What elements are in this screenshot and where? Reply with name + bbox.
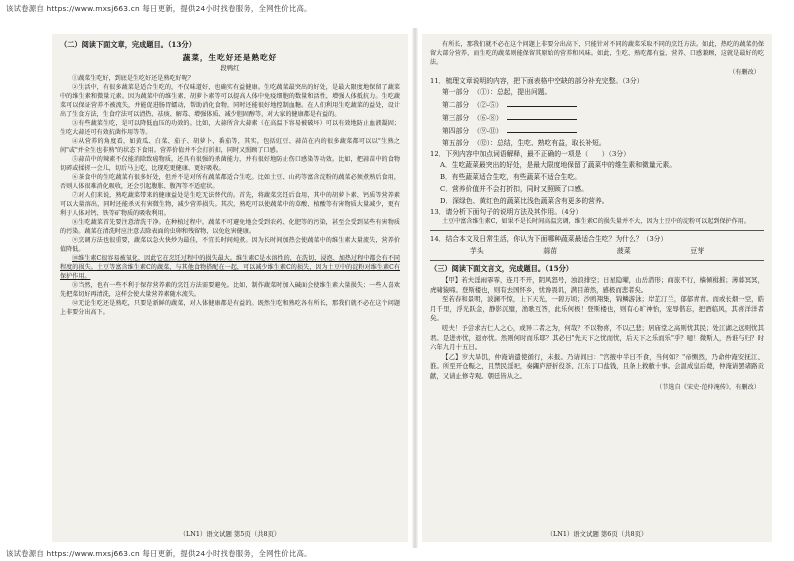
divider	[430, 230, 764, 231]
paragraph: ⑪当然，也有一些不利于保存营养素的烹饪方法需要避免。比如，制作蔬菜时加入碱面会使维生素大量损失；一些人喜欢先把菜切好再清洗，这样会使大量营养素随水流失。	[60, 282, 400, 298]
classical-a-paragraph: 【甲】若夫淫雨霏霏，连月不开，阴风怒号，浊浪排空；日星隐曜，山岳潜形；商旅不行，樯倾楫摧；薄暮冥冥，虎啸猿啼。登斯楼也，则有去国怀乡，忧谗畏讥，满目萧然，感极而悲者矣。	[430, 276, 764, 294]
q11-row	[442, 98, 764, 111]
answer-blank[interactable]	[507, 111, 577, 120]
classical-source: （节选自《宋史·范仲淹传》，有删改）	[655, 383, 760, 391]
paragraph: ⑨烹调方法也很重要，蔬菜以急火快炒为最佳，不宜长时间炖煮。因为长时间加热会使蔬菜中的维生素大量流失，营养价值降低。	[60, 237, 400, 253]
q12-option-a: A．生吃蔬菜最突出的好处，是最大限度地保留了蔬菜中的维生素和微量元素。	[440, 161, 677, 169]
classical-a-paragraph: 至若春和景明，波澜不惊，上下天光，一碧万顷；沙鸥翔集，锦鳞游泳；岸芷汀兰，郁郁青青。而或长烟一空，皓月千里，浮光跃金，静影沉璧，渔歌互答，此乐何极！登斯楼也，则有心旷神怡，宠辱偕忘，把酒临风，其喜洋洋者矣。	[430, 295, 764, 323]
question-12: 12．下列内容中加点词语解释，最不正确的一项是（ ）（3分）	[430, 150, 630, 158]
q11-row-range: （⑫）：总结，生吃、熟吃有益，取长补短。	[473, 139, 606, 147]
q11-row-range: （②-⑤）	[473, 101, 503, 109]
q11-row-range: （①）：总起，提出问题。	[473, 88, 552, 96]
q11-row	[442, 137, 764, 149]
paragraph: ⑦对人们来说，熟吃蔬菜带来的健康益处是生吃无法替代的。首先，将蔬菜烹饪后食用，其中的胡萝卜素、钙质等营养素可以大量溶出，同时还能杀灭有害微生物，减少营养损失。其次，熟吃可以使蔬菜中的草酸、植酸等有害物质大量减少，更有利于人体对钙、铁等矿物质的吸收利用。	[60, 192, 400, 217]
watermark-top: 该试卷源自 https://www.mxsj663.cn 每日更新，提供24小时找卷服务，全网性价比高。	[6, 4, 312, 13]
paragraph: ⑥茶食中的生吃蔬菜有很多好处，但并不是对所有蔬菜都适合生吃。比如土豆、山药等富含淀粉的蔬菜必须煮熟后食用，否则人体很难消化吸收，还会引起腹胀、腹泻等不适症状。	[60, 174, 400, 190]
q11-row	[442, 124, 764, 137]
q12-option-b: B．有些蔬菜适合生吃，有些蔬菜不适合生吃。	[440, 173, 581, 181]
page-footer-left: （LN1）语文试题 第5页（共8页）	[179, 530, 281, 538]
page-fold	[412, 28, 418, 548]
classical-b-paragraph: 【乙】岁大旱饥，仲淹请遣使循行，未报。乃请间曰："宫掖中半日不食，当何如？"帝恻然，乃命仲淹安抚江、淮。所至开仓赈之，且禁民淫祀，奏蠲庐舒折役茶、江东丁口盐钱，且条上救敝十事。会温成皇后薨，仲淹请罢诸路贡献，又请止修寺观。朝廷皆从之。	[430, 352, 764, 380]
q14-option: 菠菜	[616, 247, 631, 255]
paragraph: ⑧生吃蔬菜首先要注意清洗干净。在种植过程中，蔬菜不可避免地会受到农药、化肥等的污染，甚至会受到某些有害物质的污染。蔬菜在清洗时应注意去除表面的虫卵和残留物，以免危害健康。	[60, 219, 400, 235]
q11-row-label: 第四部分	[442, 127, 470, 135]
paragraph: ①蔬菜生吃好，到底是生吃好还是熟吃好呢？	[72, 75, 194, 82]
question-11: 11．梳理文章说明的内容，把下面表格中空缺的部分补充完整。（3分）	[430, 77, 644, 85]
q13-quote: 土豆中富含维生素C，如果不是长时间高温烹调，维生素C的损失量并不大，因为土豆中的淀粉可以起到保护作用。	[442, 218, 750, 225]
article-title: 蔬菜，生吃好还是熟吃好	[182, 53, 278, 62]
q14-options	[440, 246, 734, 256]
q14-option: 蒜苗	[543, 247, 558, 255]
divider	[430, 260, 764, 261]
paragraph: ⑫无论生吃还是熟吃，只要是新鲜的蔬菜，对人体健康都是有益的。既然生吃和熟吃各有所长，那我们就不必在这个问题上非要分出高下。	[60, 300, 400, 316]
continued-paragraph: 有所长，那我们就不必在这个问题上非要分出高下，只能针对不同的蔬菜采取不同的烹饪方法。如此，热吃的蔬菜仍保留大部分营养，而生吃的蔬菜则能保留其原始的营养和风味。如此，生吃、熟吃都有益，营养、口感兼顾，这就是最好的吃法。	[430, 41, 764, 66]
page-footer-right: （LN1）语文试题 第6页（共8页）	[546, 530, 648, 538]
q12-option-c: C．营养价值并不会打折扣，同时又照顾了口感。	[440, 185, 588, 193]
section-header: （二）阅读下面文章，完成题目。（13分）	[60, 40, 196, 49]
paragraph-underlined: ⑩维生素C很容易被氧化，因此它在烹饪过程中的损失最大。维生素C是水溶性的，在洗切、浸泡、加热过程中都会有不同程度的损失。土豆等富含维生素C的蔬菜，与其他食物搭配在一起，可以减少维生素C的损失，因为土豆中的淀粉对维生素C有保护作用。	[60, 255, 400, 280]
q14-option: 豆芽	[690, 247, 705, 255]
left-page	[52, 34, 408, 542]
q11-row-label: 第五部分	[442, 139, 470, 147]
q11-row-range: （⑨-⑪）	[473, 127, 503, 135]
q11-row-label: 第三部分	[442, 114, 470, 122]
q11-row-label: 第二部分	[442, 101, 470, 109]
paragraph: ⑤蒜苗中的辣素不仅能消除致癌物质，还具有很强的杀菌能力，并有很好地防止伤口感染等功效。比如，把蒜苗中的食物切碎或揉搓一会儿，切后马上吃，比现吃更健康、更好吸收。	[60, 156, 400, 172]
answer-blank[interactable]	[507, 98, 577, 107]
classical-a-paragraph: 嗟夫！予尝求古仁人之心，或异二者之为，何哉？不以物喜，不以己悲；居庙堂之高则忧其民；处江湖之远则忧其君。是进亦忧，退亦忧。然则何时而乐耶？其必曰"先天下之忧而忧，后天下之乐而乐"乎？噫！微斯人，吾谁与归？时六年九月十五日。	[430, 323, 764, 352]
paragraph: ④从营养的角度看，如黄瓜、白菜、茄子、胡萝卜、番茄等，其实，包括豇豆、蒜苗在内的很多蔬菜都可以以"生熟之间"或"并全生也非熟"的状态下食用。营养价值并不会打折扣，同时又照顾了口感。	[60, 138, 400, 154]
question-14: 14．结合本文及日常生活，你认为下面哪种蔬菜最适合生吃？为什么？（3分）	[430, 235, 668, 243]
article-author: 段鸭红	[220, 64, 240, 72]
q12-option-d: D．深绿色、黄红色的蔬菜比浅色蔬菜含有更多的营养。	[440, 197, 609, 205]
section-3-header: （三）阅读下面文言文，完成题目。（15分）	[430, 264, 573, 273]
q11-row-label: 第一部分	[442, 88, 470, 96]
paragraph: ②生活中，有很多蔬菜是适合生吃的，不仅味道好，也确实有益健康。生吃蔬菜最突出的好处，是最大限度地保留了蔬菜中的维生素和微量元素。因为蔬菜中的维生素、胡萝卜素等可以提高人体中免疫细胞的数量和活性，增强人体抵抗力。生吃蔬菜可以保证营养不被流失，并能促进肠胃蠕动，帮助消化食物，同时还能很好地控制血糖。在人们利用生吃蔬菜的益处，设计出了生食方法，生食疗法可以清热、祛痰、解毒、增强体质、减少胆固醇等，对大家的健康都是有益的。	[60, 84, 400, 118]
right-page	[422, 34, 772, 542]
question-13: 13．请分析下面句子的说明方法及其作用。（4分）	[430, 208, 583, 216]
q11-row-range: （⑥-⑧）	[473, 114, 503, 122]
q14-option: 芋头	[469, 247, 484, 255]
watermark-bottom: 该试卷源自 https://www.mxsj663.cn 每日更新，提供24小时找卷服务，全网性价比高。	[6, 549, 312, 558]
q11-row	[442, 86, 764, 98]
source-note: （有删改）	[729, 69, 760, 76]
paragraph: ③有些蔬菜生吃，是可以降低血压的功效的。比如，大蒜所含大蒜素（在高温下容易被破坏）可以有效地防止血液凝固；生吃大蒜还可有效抗菌作用等等。	[60, 120, 400, 136]
q11-row	[442, 111, 764, 124]
answer-blank[interactable]	[507, 124, 577, 133]
